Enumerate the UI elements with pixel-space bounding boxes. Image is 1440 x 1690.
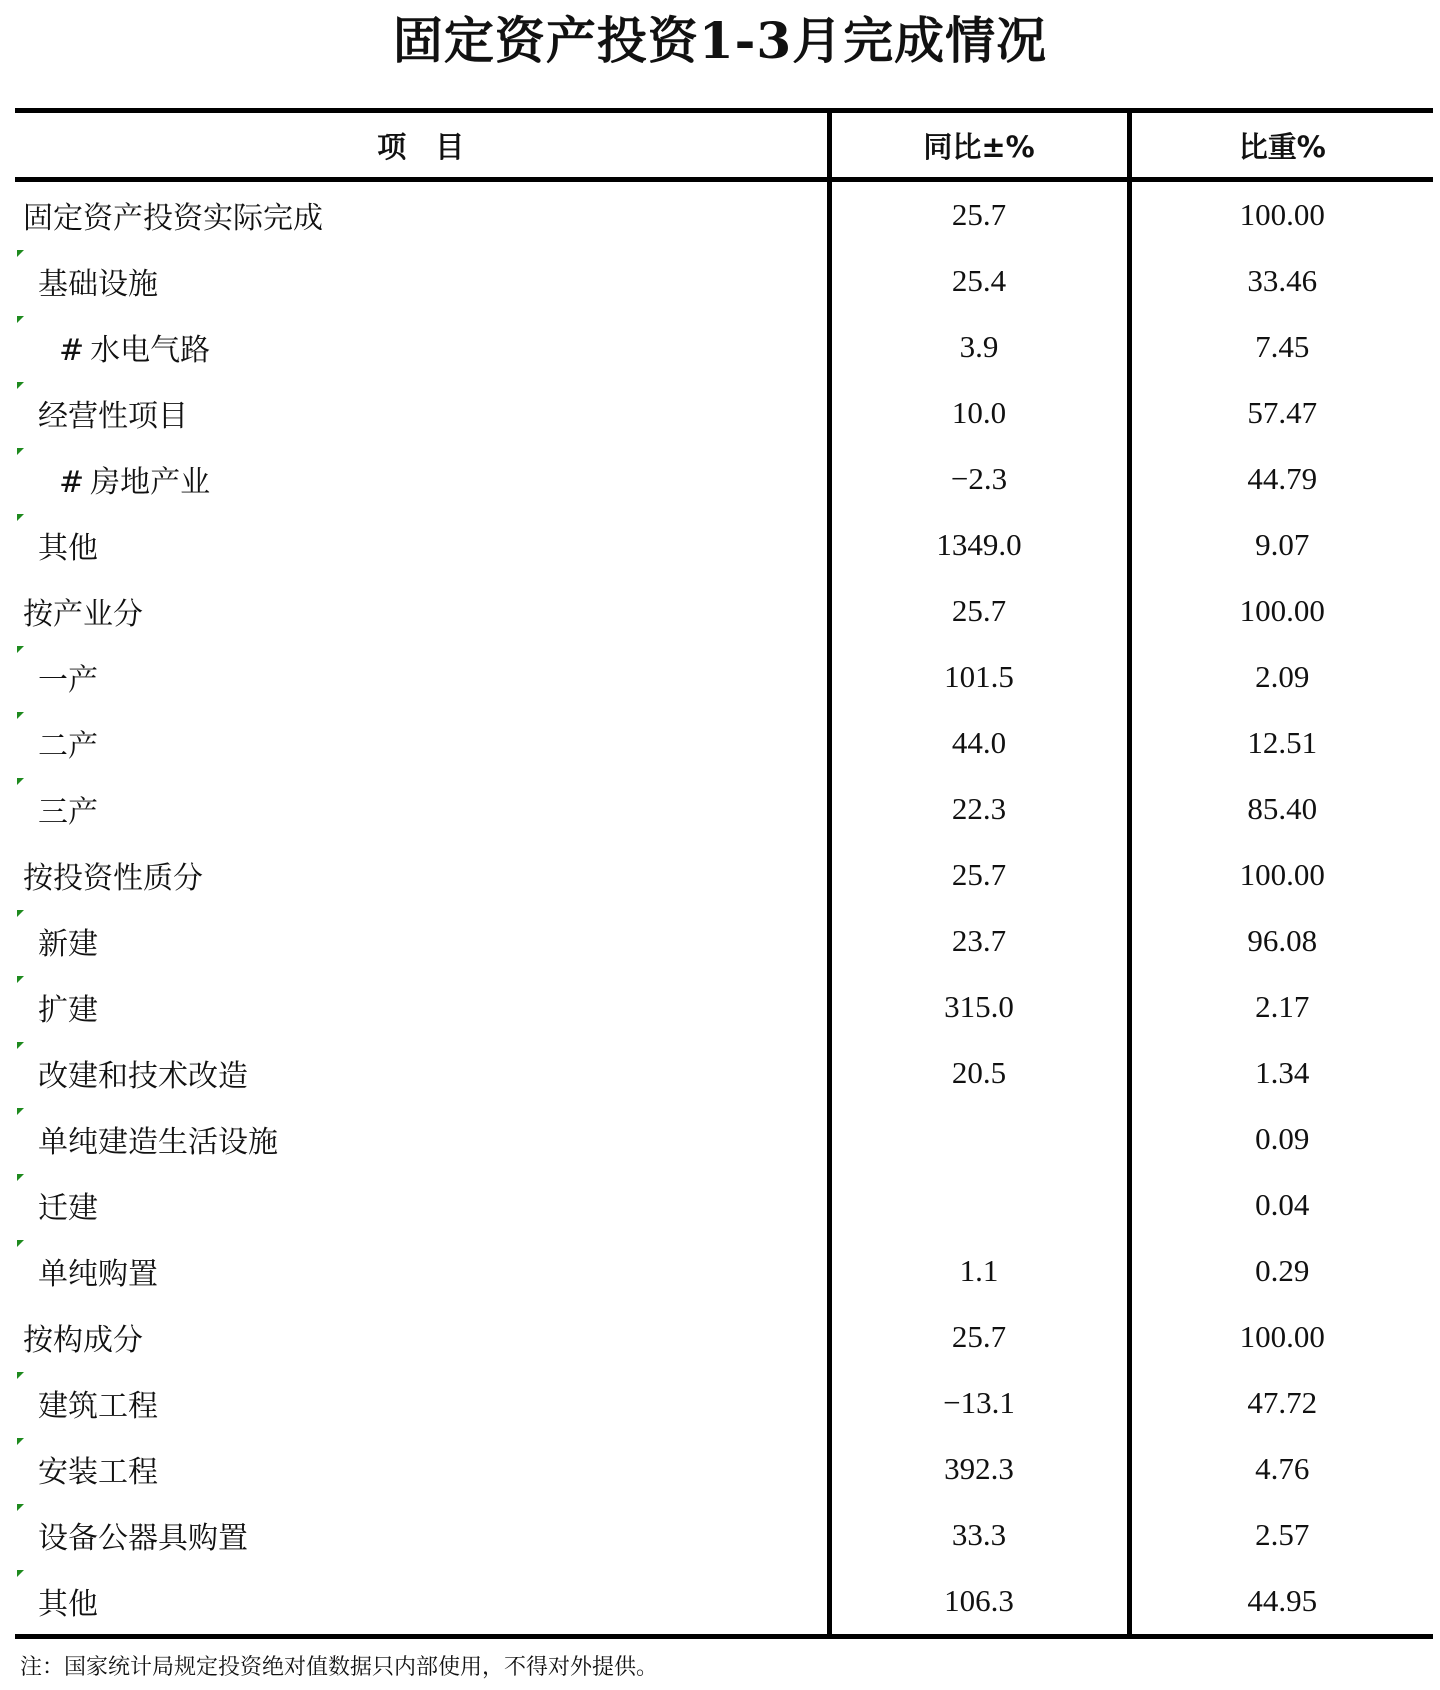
row-label: 房地产业 xyxy=(90,465,211,500)
row-label: 按产业分 xyxy=(23,597,143,632)
row-label: 迁建 xyxy=(38,1191,98,1226)
share-cell[interactable]: 12.51 xyxy=(1129,710,1433,776)
yoy-cell[interactable]: 1349.0 xyxy=(829,512,1129,578)
yoy-cell[interactable]: 20.5 xyxy=(829,1040,1129,1106)
row-label: 单纯购置 xyxy=(38,1257,158,1292)
share-cell[interactable]: 4.76 xyxy=(1129,1436,1433,1502)
row-label: 单纯建造生活设施 xyxy=(38,1125,278,1160)
table-row xyxy=(15,1238,1433,1304)
table-header xyxy=(15,111,1433,180)
cell-marker-icon xyxy=(17,1042,24,1049)
yoy-cell[interactable]: 25.7 xyxy=(829,842,1129,908)
row-label: 改建和技术改造 xyxy=(38,1059,248,1094)
row-label: 其他 xyxy=(38,531,98,566)
row-label: 基础设施 xyxy=(38,267,158,302)
row-label-cell[interactable] xyxy=(15,842,829,908)
investment-table xyxy=(15,108,1433,1639)
table-row xyxy=(15,380,1433,446)
row-label-cell[interactable] xyxy=(15,578,829,644)
header-yoy: 同比±% xyxy=(829,111,1129,180)
yoy-cell[interactable]: −2.3 xyxy=(829,446,1129,512)
cell-marker-icon xyxy=(17,646,24,653)
yoy-cell[interactable]: 44.0 xyxy=(829,710,1129,776)
cell-marker-icon xyxy=(17,1438,24,1445)
table-row xyxy=(15,710,1433,776)
table-row xyxy=(15,644,1433,710)
share-cell[interactable]: 96.08 xyxy=(1129,908,1433,974)
yoy-cell[interactable]: −13.1 xyxy=(829,1370,1129,1436)
row-label-cell[interactable] xyxy=(15,512,829,578)
table-row xyxy=(15,1304,1433,1370)
cell-marker-icon xyxy=(17,712,24,719)
share-cell[interactable]: 100.00 xyxy=(1129,180,1433,249)
yoy-cell[interactable]: 25.7 xyxy=(829,578,1129,644)
row-label-cell[interactable] xyxy=(15,974,829,1040)
yoy-cell[interactable]: 10.0 xyxy=(829,380,1129,446)
yoy-cell[interactable]: 392.3 xyxy=(829,1436,1129,1502)
row-label: 二产 xyxy=(38,729,98,764)
investment-table-container xyxy=(15,108,1433,1639)
row-label: 经营性项目 xyxy=(38,399,188,434)
cell-marker-icon xyxy=(17,1174,24,1181)
table-row xyxy=(15,908,1433,974)
row-label-cell[interactable] xyxy=(15,446,829,512)
share-cell[interactable]: 85.40 xyxy=(1129,776,1433,842)
cell-marker-icon xyxy=(17,1372,24,1379)
share-cell[interactable]: 1.34 xyxy=(1129,1040,1433,1106)
row-label-cell[interactable] xyxy=(15,1040,829,1106)
cell-marker-icon xyxy=(17,316,24,323)
row-label-cell[interactable] xyxy=(15,1436,829,1502)
yoy-cell[interactable]: 3.9 xyxy=(829,314,1129,380)
share-cell[interactable]: 33.46 xyxy=(1129,248,1433,314)
table-row xyxy=(15,180,1433,249)
yoy-cell[interactable]: 106.3 xyxy=(829,1568,1129,1637)
row-label: 安装工程 xyxy=(38,1455,158,1490)
row-label: 其他 xyxy=(38,1587,98,1622)
share-cell[interactable]: 47.72 xyxy=(1129,1370,1433,1436)
header-share: 比重% xyxy=(1129,111,1433,180)
row-label-cell[interactable] xyxy=(15,314,829,380)
table-row xyxy=(15,248,1433,314)
yoy-cell[interactable] xyxy=(829,1106,1129,1172)
table-row xyxy=(15,1370,1433,1436)
share-cell[interactable]: 9.07 xyxy=(1129,512,1433,578)
share-cell[interactable]: 100.00 xyxy=(1129,842,1433,908)
row-label: 三产 xyxy=(38,795,98,830)
row-label-cell[interactable] xyxy=(15,1502,829,1568)
page-title: 固定资产投资1-3月完成情况 xyxy=(392,11,1048,70)
table-body xyxy=(15,180,1433,1637)
yoy-cell[interactable]: 101.5 xyxy=(829,644,1129,710)
table-row xyxy=(15,1172,1433,1238)
yoy-cell[interactable]: 25.4 xyxy=(829,248,1129,314)
row-label-cell[interactable] xyxy=(15,776,829,842)
share-cell[interactable]: 2.09 xyxy=(1129,644,1433,710)
table-row xyxy=(15,578,1433,644)
row-label: 建筑工程 xyxy=(38,1389,158,1424)
table-row xyxy=(15,446,1433,512)
row-label-cell[interactable] xyxy=(15,1304,829,1370)
table-row xyxy=(15,1436,1433,1502)
row-label-cell[interactable] xyxy=(15,180,829,249)
cell-marker-icon xyxy=(17,778,24,785)
cell-marker-icon xyxy=(17,1240,24,1247)
subitem-hash: # xyxy=(59,465,85,500)
row-label: 水电气路 xyxy=(90,333,211,368)
yoy-cell[interactable]: 25.7 xyxy=(829,180,1129,249)
row-label-cell[interactable] xyxy=(15,908,829,974)
table-row xyxy=(15,1040,1433,1106)
row-label: 一产 xyxy=(38,663,98,698)
share-cell[interactable]: 100.00 xyxy=(1129,578,1433,644)
table-row xyxy=(15,1106,1433,1172)
share-cell[interactable]: 57.47 xyxy=(1129,380,1433,446)
share-cell[interactable]: 7.45 xyxy=(1129,314,1433,380)
row-label-cell[interactable] xyxy=(15,248,829,314)
row-label: 设备公器具购置 xyxy=(38,1521,248,1556)
yoy-cell[interactable]: 315.0 xyxy=(829,974,1129,1040)
table-row xyxy=(15,776,1433,842)
cell-marker-icon xyxy=(17,1504,24,1511)
cell-marker-icon xyxy=(17,250,24,257)
cell-marker-icon xyxy=(17,448,24,455)
row-label-cell[interactable] xyxy=(15,1370,829,1436)
cell-marker-icon xyxy=(17,1570,24,1577)
yoy-cell[interactable]: 25.7 xyxy=(829,1304,1129,1370)
yoy-cell[interactable]: 33.3 xyxy=(829,1502,1129,1568)
share-cell[interactable]: 0.29 xyxy=(1129,1238,1433,1304)
row-label-cell[interactable] xyxy=(15,1106,829,1172)
header-item: 项 目 xyxy=(15,111,829,180)
row-label-cell[interactable] xyxy=(15,1568,829,1637)
table-row xyxy=(15,842,1433,908)
row-label-cell[interactable] xyxy=(15,380,829,446)
share-cell[interactable]: 0.09 xyxy=(1129,1106,1433,1172)
table-row xyxy=(15,1568,1433,1637)
row-label-cell[interactable] xyxy=(15,1172,829,1238)
row-label-cell[interactable] xyxy=(15,1238,829,1304)
row-label-cell[interactable] xyxy=(15,644,829,710)
yoy-cell[interactable]: 23.7 xyxy=(829,908,1129,974)
table-row xyxy=(15,1502,1433,1568)
subitem-hash: # xyxy=(59,333,85,368)
yoy-cell[interactable] xyxy=(829,1172,1129,1238)
row-label: 按构成分 xyxy=(23,1323,143,1358)
row-label: 固定资产投资实际完成 xyxy=(23,201,323,236)
share-cell[interactable]: 2.57 xyxy=(1129,1502,1433,1568)
yoy-cell[interactable]: 22.3 xyxy=(829,776,1129,842)
cell-marker-icon xyxy=(17,514,24,521)
share-cell[interactable]: 2.17 xyxy=(1129,974,1433,1040)
cell-marker-icon xyxy=(17,910,24,917)
table-row xyxy=(15,974,1433,1040)
cell-marker-icon xyxy=(17,1108,24,1115)
header-row xyxy=(15,111,1433,180)
share-cell[interactable]: 100.00 xyxy=(1129,1304,1433,1370)
table-row xyxy=(15,512,1433,578)
share-cell[interactable]: 44.79 xyxy=(1129,446,1433,512)
table-row xyxy=(15,314,1433,380)
row-label-cell[interactable] xyxy=(15,710,829,776)
row-label: 新建 xyxy=(38,927,98,962)
yoy-cell[interactable]: 1.1 xyxy=(829,1238,1129,1304)
share-cell[interactable]: 0.04 xyxy=(1129,1172,1433,1238)
share-cell[interactable]: 44.95 xyxy=(1129,1568,1433,1637)
row-label: 扩建 xyxy=(38,993,98,1028)
footnote: 注：国家统计局规定投资绝对值数据只内部使用，不得对外提供。 xyxy=(20,1655,659,1680)
cell-marker-icon xyxy=(17,976,24,983)
cell-marker-icon xyxy=(17,382,24,389)
row-label: 按投资性质分 xyxy=(23,861,203,896)
